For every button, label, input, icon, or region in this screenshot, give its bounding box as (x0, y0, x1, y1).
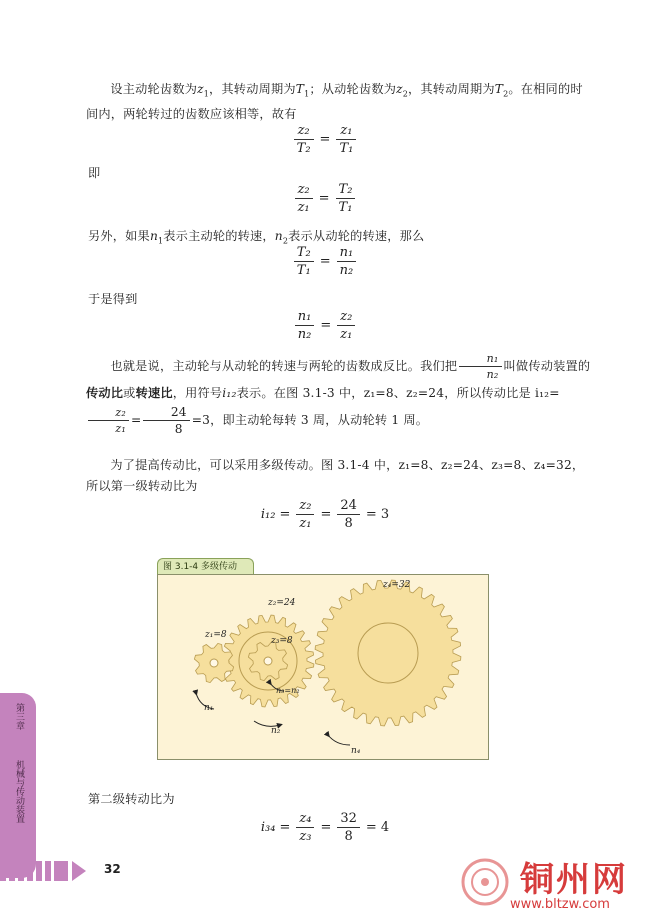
figure-caption: 图 3.1-4 多级传动 (157, 558, 254, 575)
watermark-name: 铜州网 (520, 860, 628, 900)
paragraph-5: 也就是说，主动轮与从动轮的转速与两轮的齿数成反比。我们把 $\frac{\text{n₁}}{\text{n₂}}$ 叫做传动装置的传动比或转速比，用符号i₁₂表示。在图 3.1-3 中，z₁=8、z₂=24，所以传动比是 i₁₂= $\frac{\text{z₂}}{\text{z₁}}$ = $\frac{24}{8}$ =3，即主动轮每转 3 周，从动轮转 1 周。 (86, 352, 591, 437)
page-stripes (0, 855, 120, 887)
equation-2: $\frac{\text{z₂}}{\text{z₁}}$ = $\frac{\text{T₂}}{\text{T₁}}$ (0, 183, 650, 214)
label-z2: z₂=24 (268, 598, 296, 608)
label-z1: z₁=8 (205, 630, 227, 640)
label-n1: n₁ (204, 703, 214, 713)
equation-6: i₃₄ = $\frac{\text{z₄}}{\text{z₃}}$ = $\frac{32}{8}$ = 4 (260, 811, 390, 844)
equation-1: $\frac{\text{z₂}}{\text{T₂}}$ = $\frac{\text{z₁}}{\text{T₁}}$ (0, 124, 650, 155)
gear-figure (157, 574, 489, 760)
chapter-number: 第三章 (14, 703, 24, 730)
paragraph-2: 即 (88, 166, 101, 180)
label-n4: n₄ (351, 746, 361, 756)
gear-axle-2 (264, 657, 272, 665)
page-number: 32 (104, 862, 121, 876)
equation-5: i₁₂ = $\frac{\text{z₂}}{\text{z₁}}$ = $\frac{24}{8}$ = 3 (260, 498, 390, 531)
gear-diagram (158, 575, 488, 759)
equation-3: $\frac{\text{T₂}}{\text{T₁}}$ = $\frac{\text{n₁}}{\text{n₂}}$ (0, 246, 650, 277)
chapter-tab (0, 693, 36, 878)
chapter-tab-text (3, 703, 25, 868)
arrow-n2 (254, 721, 280, 726)
paragraph-1: 设主动轮齿数为$z_1$，其转动周期为$T_1$；从动轮齿数为$z_2$，其转动周期为$T_2$。在相同的时间内，两轮转过的齿数应该相等，故有 (86, 82, 583, 122)
watermark-url: www.bltzw.com (510, 897, 610, 912)
arrow-n4 (328, 735, 350, 745)
label-n23: n₃=n₂ (276, 686, 300, 695)
equation-4: $\frac{\text{n₁}}{\text{n₂}}$ = $\frac{\text{z₂}}{\text{z₁}}$ (0, 310, 650, 341)
label-z4: z₄=32 (383, 580, 411, 590)
paragraph-4: 于是得到 (88, 292, 138, 306)
paragraph-6: 为了提高传动比，可以采用多级传动。图 3.1-4 中，z₁=8、z₂=24、z₃=8、z₄=32，所以第一级转动比为 (86, 458, 585, 493)
gear-axle-1 (210, 659, 218, 667)
gear-4 (315, 580, 461, 726)
label-z3: z₃=8 (271, 636, 293, 646)
label-n2: n₂ (271, 726, 281, 736)
paragraph-7: 第二级转动比为 (88, 792, 175, 806)
paragraph-3: 另外，如果$n_1$表示主动轮的转速，$n_2$表示从动轮的转速，那么 (88, 229, 425, 246)
chapter-title: 机械与传动装置 (14, 760, 24, 823)
